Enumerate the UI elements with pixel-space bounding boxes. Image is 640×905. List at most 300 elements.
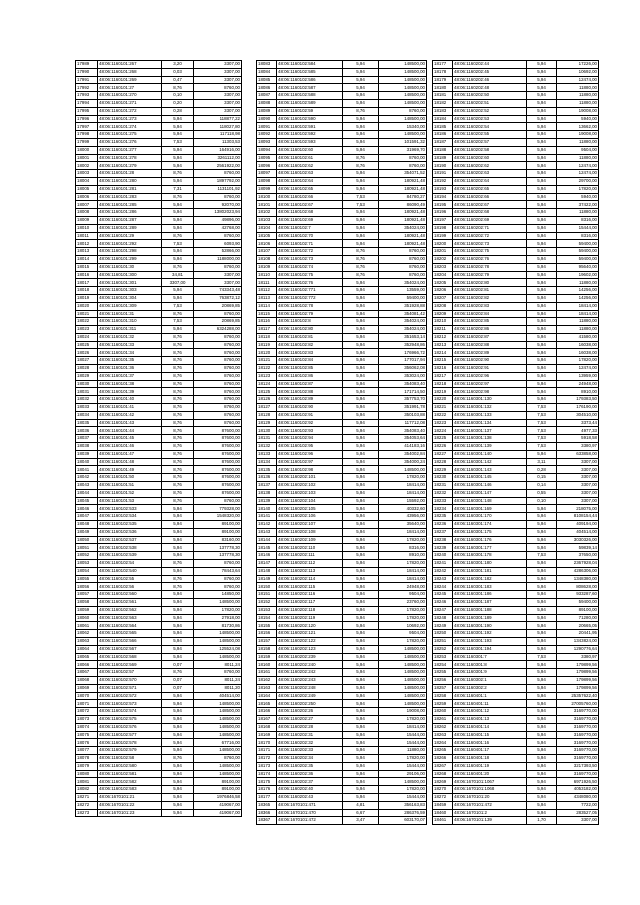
row-number-cell: 18209 (433, 310, 453, 318)
rate-cell: 5,94 (527, 107, 557, 115)
cadastral-value-cell: 17820,00 (557, 185, 599, 193)
rate-cell: 5,94 (527, 61, 557, 69)
rate-cell: 5,94 (527, 544, 557, 552)
table-row (257, 676, 427, 684)
cadastral-value-cell: 3169770,00 (557, 754, 599, 762)
row-number-cell: 18003 (76, 170, 98, 178)
cadastral-number-cell: 48:06:1160101:270 (98, 92, 162, 100)
cadastral-number-cell: 48:06:1160202:91 (453, 365, 527, 373)
row-number-cell: 18235 (433, 513, 453, 521)
row-number-cell: 18182 (433, 99, 453, 107)
table-row (433, 739, 599, 747)
table-row (76, 731, 242, 739)
cadastral-number-cell: 48:06:1160102:76 (277, 279, 343, 287)
cadastral-number-cell: 48:06:1160102:593 (277, 138, 343, 146)
rate-cell: 5,94 (162, 513, 194, 521)
table-row (76, 138, 242, 146)
row-number-cell: 18127 (257, 404, 277, 412)
row-number-cell: 18172 (257, 754, 277, 762)
table-row (257, 380, 427, 388)
cadastral-number-cell: 48:06:1160102:534 (98, 513, 162, 521)
table-row (76, 614, 242, 622)
row-number-cell: 18261 (433, 715, 453, 723)
cadastral-value-cell: 148500,00 (194, 747, 242, 755)
cadastral-value-cell: 1548320,00 (194, 513, 242, 521)
cadastral-number-cell: 48:06:1160202:118 (277, 606, 343, 614)
table-row (257, 193, 427, 201)
table-row (257, 544, 427, 552)
table-row (257, 76, 427, 84)
cadastral-number-cell: 48:06:1160101:280 (98, 177, 162, 185)
rate-cell: 5,94 (162, 224, 194, 232)
rate-cell: 5,94 (527, 232, 557, 240)
row-number-cell: 18047 (76, 513, 98, 521)
rate-cell: 5,94 (162, 162, 194, 170)
cadastral-value-cell: 352948,86 (379, 341, 427, 349)
table-row (433, 630, 599, 638)
table-row (76, 630, 242, 638)
cadastral-value-cell: 8760,00 (194, 560, 242, 568)
table-row (433, 661, 599, 669)
row-number-cell: 18162 (257, 676, 277, 684)
cadastral-number-cell: 48:06:1670101:471 (277, 801, 343, 809)
rate-cell: 5,94 (527, 279, 557, 287)
row-number-cell: 18270 (433, 786, 453, 794)
cadastral-value-cell: 1131101,92 (194, 185, 242, 193)
table-row (76, 427, 242, 435)
row-number-cell: 18184 (433, 115, 453, 123)
row-number-cell: 18124 (257, 380, 277, 388)
cadastral-number-cell: 48:06:1160202:122 (277, 637, 343, 645)
cadastral-value-cell: 8760,00 (194, 419, 242, 427)
cadastral-value-cell: 15592,00 (379, 497, 427, 505)
cadastral-number-cell: 48:06:1670101:470 (277, 809, 343, 817)
rate-cell: 3307,00 (162, 279, 194, 287)
cadastral-value-cell: 164916,00 (194, 146, 242, 154)
row-number-cell: 18217 (433, 372, 453, 380)
row-number-cell: 18055 (76, 575, 98, 583)
cadastral-number-cell: 48:06:1160102:94 (277, 435, 343, 443)
row-number-cell: 17998 (76, 131, 98, 139)
row-number-cell: 18262 (433, 723, 453, 731)
table-row (433, 669, 599, 677)
rate-cell: 5,94 (343, 528, 379, 536)
rate-cell: 8,76 (162, 443, 194, 451)
row-number-cell: 18211 (433, 326, 453, 334)
cadastral-value-cell: 3169770,00 (557, 739, 599, 747)
table-row (76, 326, 242, 334)
cadastral-value-cell: 37422,00 (557, 201, 599, 209)
rate-cell: 1,70 (527, 817, 557, 825)
row-number-cell: 18238 (433, 536, 453, 544)
table-row (76, 754, 242, 762)
cadastral-value-cell: 354053,64 (379, 435, 427, 443)
table-row (76, 123, 242, 131)
cadastral-value-cell: 354024,00 (379, 224, 427, 232)
cadastral-number-cell: 48:06:1670101:139 (453, 817, 527, 825)
table-row (433, 583, 599, 591)
rate-cell: 5,94 (527, 622, 557, 630)
row-number-cell: 18225 (433, 435, 453, 443)
table-row (433, 411, 599, 419)
cadastral-number-cell: 48:06:1160102:540 (98, 567, 162, 575)
row-number-cell: 18263 (433, 731, 453, 739)
cadastral-number-cell: 48:06:1160101:268 (98, 68, 162, 76)
table-row (76, 302, 242, 310)
cadastral-value-cell: 27918,00 (194, 614, 242, 622)
rate-cell: 5,94 (527, 263, 557, 271)
cadastral-number-cell: 48:06:1160202:26 (277, 708, 343, 716)
row-number-cell: 18191 (433, 170, 453, 178)
table-row (76, 357, 242, 365)
cadastral-value-cell: 179899,56 (557, 684, 599, 692)
row-number-cell: 17990 (76, 68, 98, 76)
row-number-cell: 18040 (76, 458, 98, 466)
row-number-cell: 18245 (433, 591, 453, 599)
cadastral-number-cell: 48:06:1160301:192 (453, 630, 527, 638)
cadastral-number-cell: 48:06:1160102:537 (98, 536, 162, 544)
rate-cell: 5,94 (527, 754, 557, 762)
cadastral-number-cell: 48:06:1160301:177 (453, 544, 527, 552)
row-number-cell: 18031 (76, 388, 98, 396)
table-row (433, 138, 599, 146)
cadastral-value-cell: 8011,20 (194, 684, 242, 692)
cadastral-number-cell: 48:06:1160102:75 (277, 271, 343, 279)
row-number-cell: 18266 (433, 754, 453, 762)
cadastral-number-cell: 48:06:1160101:281 (98, 185, 162, 193)
row-number-cell: 18220 (433, 396, 453, 404)
rate-cell: 5,94 (162, 294, 194, 302)
row-number-cell: 18125 (257, 388, 277, 396)
cadastral-value-cell: 148500,00 (379, 692, 427, 700)
row-number-cell: 18156 (257, 630, 277, 638)
rate-cell: 5,94 (343, 443, 379, 451)
cadastral-number-cell: 48:06:1160102:57 (98, 669, 162, 677)
rate-cell: 7,53 (343, 193, 379, 201)
cadastral-value-cell: 11880,00 (557, 84, 599, 92)
cadastral-number-cell: 48:06:1160101:28 (98, 170, 162, 178)
rate-cell: 7,53 (162, 240, 194, 248)
table-row (76, 365, 242, 373)
rate-cell: 5,94 (343, 357, 379, 365)
rate-cell: 5,94 (527, 115, 557, 123)
cadastral-value-cell: 11880,00 (557, 209, 599, 217)
table-row (76, 645, 242, 653)
rate-cell: 5,94 (527, 287, 557, 295)
cadastral-value-cell: 3380,97 (557, 653, 599, 661)
row-number-cell: 18075 (76, 731, 98, 739)
rate-cell: 0,07 (162, 684, 194, 692)
cadastral-value-cell: 11880,00 (557, 99, 599, 107)
cadastral-value-cell: 176966,72 (379, 349, 427, 357)
table-row (257, 770, 427, 778)
table-row (257, 240, 427, 248)
cadastral-number-cell: 48:06:1160202:119 (277, 614, 343, 622)
cadastral-number-cell: 48:06:1160102:560 (98, 591, 162, 599)
rate-cell: 5,94 (343, 700, 379, 708)
cadastral-number-cell: 48:06:1160202:109 (277, 536, 343, 544)
rate-cell: 5,94 (527, 326, 557, 334)
rate-cell: 5,94 (343, 497, 379, 505)
rate-cell: 5,94 (343, 489, 379, 497)
row-number-cell: 18087 (257, 92, 277, 100)
table-row (433, 435, 599, 443)
table-row (257, 614, 427, 622)
cadastral-number-cell: 48:06:1160202:239 (277, 653, 343, 661)
table-row (257, 793, 427, 801)
rate-cell: 0,20 (162, 99, 194, 107)
cadastral-value-cell: 59400,00 (379, 294, 427, 302)
cadastral-value-cell: 42768,00 (194, 224, 242, 232)
row-number-cell: 18190 (433, 162, 453, 170)
cadastral-number-cell: 48:06:1160301:147 (453, 489, 527, 497)
cadastral-number-cell: 48:06:1160101:279 (98, 162, 162, 170)
table-row (433, 708, 599, 716)
rate-cell: 5,94 (343, 84, 379, 92)
cadastral-value-cell: 8760,00 (379, 162, 427, 170)
cadastral-number-cell: 48:06:1160102:538 (98, 544, 162, 552)
rate-cell: 0,15 (527, 474, 557, 482)
row-number-cell: 18035 (76, 419, 98, 427)
cadastral-value-cell: 89100,00 (194, 521, 242, 529)
table-row (433, 466, 599, 474)
rate-cell: 5,94 (343, 216, 379, 224)
cadastral-number-cell: 48:06:1160301:137 (453, 427, 527, 435)
row-number-cell: 18264 (433, 739, 453, 747)
row-number-cell: 18268 (433, 770, 453, 778)
cadastral-number-cell: 48:06:1160101:51 (98, 482, 162, 490)
rate-cell: 5,94 (527, 349, 557, 357)
cadastral-value-cell: 8760,00 (194, 404, 242, 412)
row-number-cell: 18224 (433, 427, 453, 435)
cadastral-value-cell: 8760,00 (194, 754, 242, 762)
cadastral-value-cell: 3307,00 (557, 482, 599, 490)
cadastral-number-cell: 48:06:1160102:63 (277, 170, 343, 178)
cadastral-number-cell: 48:06:1160301:133 (453, 411, 527, 419)
rate-cell: 5,94 (527, 162, 557, 170)
cadastral-number-cell: 48:06:1160202:35 (277, 762, 343, 770)
cadastral-number-cell: 48:06:1160102:586 (277, 76, 343, 84)
cadastral-value-cell: 8316,00 (557, 216, 599, 224)
cadastral-number-cell: 48:06:1160301:176 (453, 536, 527, 544)
rate-cell: 5,94 (343, 762, 379, 770)
rate-cell: 5,94 (162, 809, 194, 817)
cadastral-number-cell: 48:06:1160101:289 (98, 224, 162, 232)
cadastral-number-cell: 48:06:1160202:68 (453, 209, 527, 217)
rate-cell: 8,76 (162, 575, 194, 583)
table-row (76, 255, 242, 263)
cadastral-number-cell: 48:06:1160202:55 (453, 131, 527, 139)
table-row (433, 318, 599, 326)
table-row (257, 700, 427, 708)
cadastral-value-cell: 148500,00 (194, 762, 242, 770)
rate-cell: 5,94 (343, 240, 379, 248)
cadastral-value-cell: 4286306,00 (557, 567, 599, 575)
row-number-cell: 18013 (76, 248, 98, 256)
rate-cell: 7,53 (527, 552, 557, 560)
cadastral-value-cell: 3169770,00 (557, 723, 599, 731)
rate-cell: 5,94 (343, 349, 379, 357)
rate-cell: 5,94 (343, 778, 379, 786)
rate-cell: 8,76 (162, 263, 194, 271)
row-number-cell: 18008 (76, 209, 98, 217)
rate-cell: 0,47 (162, 76, 194, 84)
cadastral-value-cell: 350103,88 (379, 411, 427, 419)
cadastral-number-cell: 48:06:1160102:74 (277, 263, 343, 271)
cadastral-value-cell: 17226,00 (557, 61, 599, 69)
cadastral-value-cell: 137778,30 (194, 544, 242, 552)
cadastral-number-cell: 48:06:1160301:170 (453, 513, 527, 521)
cadastral-number-cell: 48:06:1160102:535 (98, 521, 162, 529)
table-row (257, 255, 427, 263)
cadastral-number-cell: 48:06:1160202:44 (453, 61, 527, 69)
cadastral-value-cell: 83160,00 (194, 536, 242, 544)
rate-cell: 5,94 (343, 396, 379, 404)
table-row (76, 224, 242, 232)
cadastral-value-cell: 71280,00 (557, 614, 599, 622)
row-number-cell: 18147 (257, 560, 277, 568)
cadastral-value-cell: 78443,64 (194, 567, 242, 575)
rate-cell: 5,94 (162, 131, 194, 139)
rate-cell: 0,55 (527, 489, 557, 497)
table-row (433, 123, 599, 131)
table-row (433, 513, 599, 521)
cadastral-number-cell: 48:06:1160202:36 (277, 770, 343, 778)
cadastral-value-cell: 41580,00 (557, 333, 599, 341)
row-number-cell: 18029 (76, 372, 98, 380)
row-number-cell: 18025 (76, 341, 98, 349)
table-row (76, 287, 242, 295)
rate-cell: 5,94 (527, 739, 557, 747)
rate-cell: 8,76 (162, 341, 194, 349)
row-number-cell: 18200 (433, 240, 453, 248)
cadastral-number-cell: 48:06:1160101:33 (98, 341, 162, 349)
table-row (257, 762, 427, 770)
cadastral-value-cell: 404514,00 (557, 528, 599, 536)
cadastral-number-cell: 48:06:1160401:16 (453, 739, 527, 747)
cadastral-number-cell: 48:06:1160101:311 (98, 326, 162, 334)
cadastral-value-cell: 20665,05 (557, 622, 599, 630)
cadastral-number-cell: 48:06:1160101:52 (98, 489, 162, 497)
table-row (257, 388, 427, 396)
row-number-cell: 18178 (433, 68, 453, 76)
table-row (433, 232, 599, 240)
cadastral-value-cell: 18414,00 (379, 723, 427, 731)
cadastral-number-cell: 48:06:1670101:22 (98, 801, 162, 809)
row-number-cell: 18208 (433, 302, 453, 310)
row-number-cell: 18044 (76, 489, 98, 497)
table-row (257, 521, 427, 529)
cadastral-number-cell: 48:06:1160301:183 (453, 583, 527, 591)
table-row (76, 622, 242, 630)
rate-cell: 8,76 (343, 154, 379, 162)
cadastral-number-cell: 48:06:1160101:299 (98, 255, 162, 263)
cadastral-number-cell: 48:06:1160401:1 (453, 692, 527, 700)
row-number-cell: 18076 (76, 739, 98, 747)
table-row (257, 567, 427, 575)
cadastral-number-cell: 48:06:1160102:571 (98, 684, 162, 692)
land-plot-table-column-3 (432, 60, 599, 825)
cadastral-value-cell: 3169770,00 (557, 747, 599, 755)
cadastral-value-cell: 87600,00 (194, 474, 242, 482)
row-number-cell: 18069 (76, 684, 98, 692)
table-row (257, 692, 427, 700)
cadastral-value-cell: 13662,00 (557, 123, 599, 131)
table-row (433, 99, 599, 107)
row-number-cell: 18088 (257, 99, 277, 107)
rate-cell: 5,94 (343, 68, 379, 76)
table-row (257, 606, 427, 614)
cadastral-value-cell: 779328,00 (194, 505, 242, 513)
rate-cell: 4,81 (343, 801, 379, 809)
table-row (257, 661, 427, 669)
row-number-cell: 18241 (433, 560, 453, 568)
table-row (257, 591, 427, 599)
table-row (433, 700, 599, 708)
row-number-cell: 18100 (257, 193, 277, 201)
table-row (257, 248, 427, 256)
cadastral-number-cell: 48:06:1160102:65 (277, 185, 343, 193)
table-row (257, 552, 427, 560)
row-number-cell: 18108 (257, 255, 277, 263)
row-number-cell: 17991 (76, 76, 98, 84)
rate-cell: 5,94 (343, 505, 379, 513)
cadastral-value-cell: 356163,83 (379, 801, 427, 809)
rate-cell: 5,94 (527, 388, 557, 396)
cadastral-number-cell: 48:06:1160101:43 (98, 419, 162, 427)
row-number-cell: 18194 (433, 193, 453, 201)
table-row (433, 676, 599, 684)
cadastral-value-cell: 18414,00 (557, 302, 599, 310)
cadastral-number-cell: 48:06:1160202:72 (453, 232, 527, 240)
cadastral-number-cell: 48:06:1160301:146 (453, 482, 527, 490)
row-number-cell: 18056 (76, 583, 98, 591)
cadastral-value-cell: 89100,00 (557, 606, 599, 614)
row-number-cell: 18090 (257, 115, 277, 123)
cadastral-number-cell: 48:06:1160202:62 (453, 162, 527, 170)
table-row (257, 715, 427, 723)
row-number-cell: 18128 (257, 411, 277, 419)
cadastral-number-cell: 48:06:1160202:101 (277, 474, 343, 482)
cadastral-value-cell: 17820,00 (379, 560, 427, 568)
table-row (257, 505, 427, 513)
cadastral-value-cell: 3373,44 (557, 419, 599, 427)
row-number-cell: 18077 (76, 747, 98, 755)
cadastral-value-cell: 59400,00 (557, 248, 599, 256)
cadastral-number-cell: 48:06:1160202:114 (277, 575, 343, 583)
rate-cell: 5,94 (343, 326, 379, 334)
row-number-cell: 18079 (76, 762, 98, 770)
table-row (76, 482, 242, 490)
row-number-cell: 18146 (257, 552, 277, 560)
row-number-cell: 18204 (433, 271, 453, 279)
row-number-cell: 18183 (433, 107, 453, 115)
row-number-cell: 18210 (433, 318, 453, 326)
cadastral-value-cell: 18414,00 (557, 310, 599, 318)
table-row (76, 474, 242, 482)
table-row (76, 762, 242, 770)
row-number-cell: 18037 (76, 435, 98, 443)
table-row (257, 809, 427, 817)
cadastral-value-cell: 8760,00 (194, 497, 242, 505)
table-row (257, 575, 427, 583)
row-number-cell: 18039 (76, 450, 98, 458)
row-number-cell: 18092 (257, 131, 277, 139)
rate-cell: 5,94 (343, 653, 379, 661)
cadastral-value-cell: 19008,00 (379, 708, 427, 716)
table-row (76, 177, 242, 185)
table-row (257, 365, 427, 373)
